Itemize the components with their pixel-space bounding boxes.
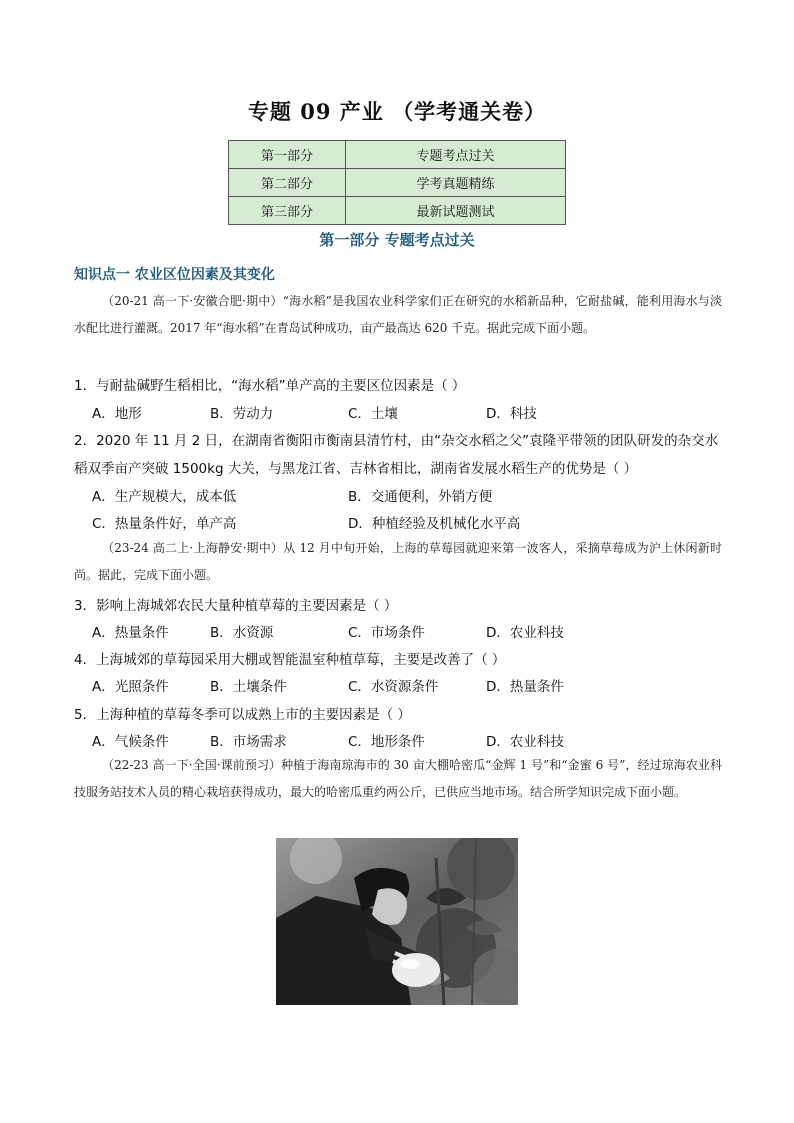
q4-option-a: A．光照条件 (92, 679, 169, 695)
q5-option-c: C．地形条件 (348, 734, 425, 750)
contents-row (229, 197, 566, 225)
contents-desc: 专题考点过关 (346, 141, 566, 169)
question-2-stem-line-1: 2．2020 年 11 月 2 日，在湖南省衡阳市衡南县清竹村，由“杂交水稻之父”袁隆平带领的团队研发的杂交水 (74, 433, 719, 449)
q1-option-b: B．劳动力 (210, 406, 274, 422)
contents-part: 第一部分 (229, 141, 346, 169)
q1-option-c: C．土壤 (348, 406, 398, 422)
q4-option-b: B．土壤条件 (210, 679, 287, 695)
question-4-stem: 4．上海城郊的草莓园采用大棚或智能温室种植草莓，主要是改善了（ ） (74, 652, 506, 668)
q5-option-d: D．农业科技 (486, 734, 564, 750)
q4-option-d: D．热量条件 (486, 679, 564, 695)
contents-desc: 最新试题测试 (346, 197, 566, 225)
q3-option-c: C．市场条件 (348, 625, 425, 641)
contents-table (228, 140, 566, 225)
document-title: 专题 09 产业 （学考通关卷） (247, 99, 547, 124)
question-3-stem: 3．影响上海城郊农民大量种植草莓的主要因素是（ ） (74, 598, 398, 614)
q3-option-a: A．热量条件 (92, 625, 169, 641)
q1-option-d: D．科技 (486, 406, 537, 422)
q2-option-d: D．种植经验及机械化水平高 (348, 516, 521, 532)
melon-harvest-photo (276, 838, 518, 1005)
contents-row (229, 169, 566, 197)
q1-option-a: A．地形 (92, 406, 142, 422)
contents-part: 第三部分 (229, 197, 346, 225)
contents-part: 第二部分 (229, 169, 346, 197)
q5-option-b: B．市场需求 (210, 734, 287, 750)
contents-desc: 学考真题精练 (346, 169, 566, 197)
passage-2: （23-24 高二上·上海静安·期中）从 12 月中旬开始，上海的草莓园就迎来第一波客人，采摘草莓成为沪上休闲新时尚。据此，完成下面小题。 (74, 541, 722, 582)
q2-option-a: A．生产规模大，成本低 (92, 489, 237, 505)
passage-3: （22-23 高一下·全国·课前预习）种植于海南琼海市的 30 亩大棚哈密瓜“金辉 1 号”和“金蜜 6 号”，经过琼海农业科技服务站技术人员的精心栽培获得成功，最大的哈密瓜重约两公斤，已供应当地市场。结合所学知识完成下面小题。 (74, 758, 722, 799)
part-heading: 第一部分 专题考点过关 (319, 231, 475, 249)
q3-option-b: B．水资源 (210, 625, 274, 641)
q2-option-b: B．交通便利，外销方便 (348, 489, 493, 505)
question-2-stem-line-2: 稻双季亩产突破 1500kg 大关，与黑龙江省、吉林省相比，湖南省发展水稻生产的优势是（ ） (74, 461, 638, 477)
question-5-stem: 5．上海种植的草莓冬季可以成熟上市的主要因素是（ ） (74, 707, 411, 723)
passage-1: （20-21 高一下·安徽合肥·期中）“海水稻”是我国农业科学家们正在研究的水稻新品种，它耐盐碱，能利用海水与淡水配比进行灌溉。2017 年“海水稻”在青岛试种成功，亩产最高达 620 千克。据此完成下面小题。 (74, 294, 722, 335)
knowledge-point-heading: 知识点一 农业区位因素及其变化 (74, 267, 275, 283)
q5-option-a: A．气候条件 (92, 734, 169, 750)
q2-option-c: C．热量条件好，单产高 (92, 516, 237, 532)
contents-row (229, 141, 566, 169)
question-1-stem: 1．与耐盐碱野生稻相比，“海水稻”单产高的主要区位因素是（ ） (74, 378, 466, 394)
q4-option-c: C．水资源条件 (348, 679, 439, 695)
q3-option-d: D．农业科技 (486, 625, 564, 641)
